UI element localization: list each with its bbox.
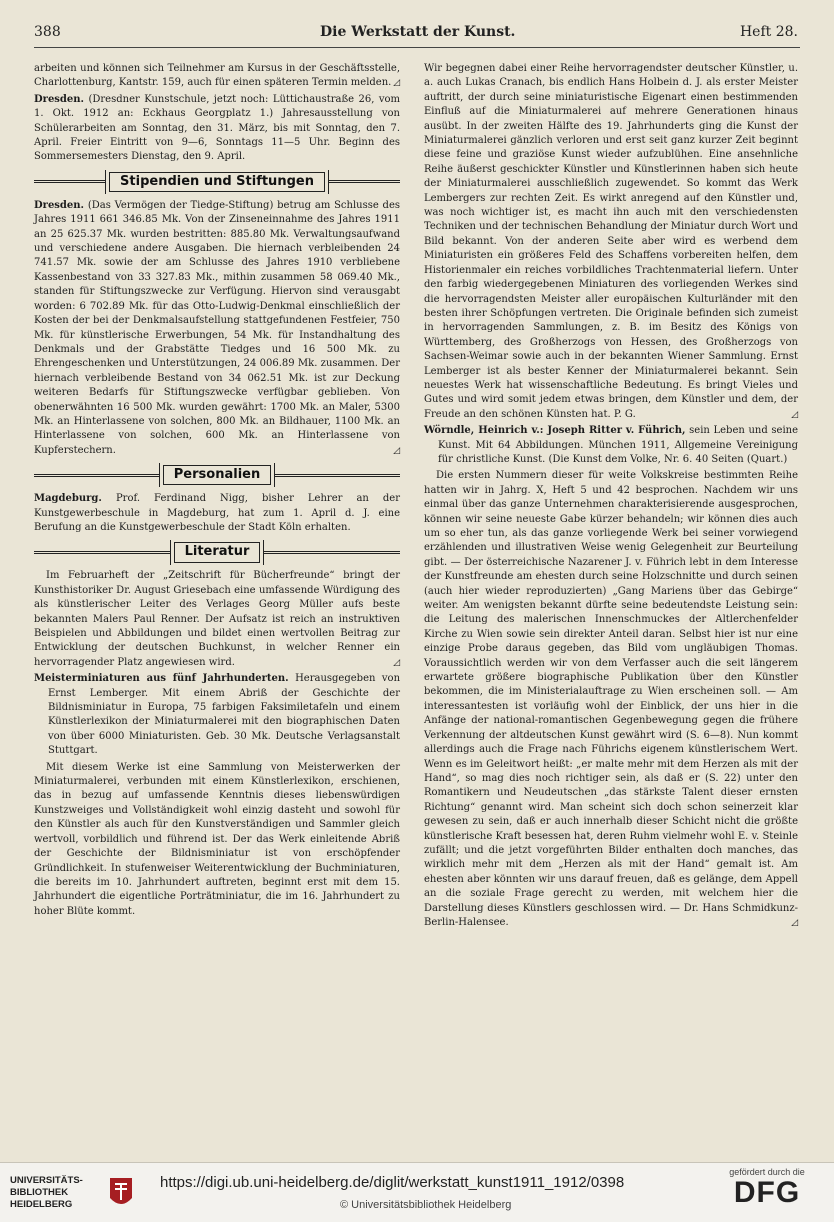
library-name-line: HEIDELBERG	[10, 1199, 73, 1210]
end-mark: ◿	[393, 657, 400, 668]
paragraph: Dresden. (Das Vermögen der Tiedge-Stiftung) betrug am Schlusse des Jahres 1911 661 346.85 Mk. Von der Zinseneinnahme des Jahres 1911 an 25 625.37 Mk. wurden bestritten: 885.80 Mk. Verwaltungsaufwand und verschiedene andere Ausgaben. Die hiernach verbleibenden 24 741.57 Mk. sowie der am Schlusse des Jahres 1910 verbliebene Kassenbestand von 33 327.83 Mk., mithin zusammen 58 069.40 Mk., standen für Stiftungszwecke zur Verfügung. Hiervon sind verausgabt worden: 6 702.89 Mk. für das Otto-Ludwig-Denkmal einschließlich der Kosten der bei der Denkmalsaufstellung stattgefundenen Festfeier, 750 Mk. für künstlerische Erwerbungen, 54 Mk. für Instandhaltung des Denkmals und der Grabstätte Tiedges und 16 500 Mk. zu Ehrengeschenken und Unterstützungen, 24 006.89 Mk. zusammen. Der hiernach verbleibende Bestand von 34 062.51 Mk. ist zur Deckung weiteren Bedarfs für Stiftungszwecke verfügbar geblieben. Von obenerwähnten 16 500 Mk. wurden gewährt: 1700 Mk. an Maler, 5300 Mk. an Hinterlassene von solchen, 800 Mk. an Bildhauer, 1100 Mk. an Hinterlassene von solchen, 600 Mk. an Hinterlassene von Kupferstechern. ◿	[34, 199, 400, 458]
library-logo[interactable]	[10, 1173, 150, 1213]
funded-by-label: gefördert durch die	[729, 1167, 805, 1177]
book-entry: Meisterminiaturen aus fünf Jahrhunderten. Herausgegeben von Ernst Lemberger. Mit einem Abriß der Geschichte der Bildnisminiatur in Europa, 75 farbigen Faksimiletafeln und einem Künstlerlexikon der Miniaturmalerei mit den biographischen Daten von über 6000 Miniaturisten. Geb. 30 Mk. Deutsche Verlagsanstalt Stuttgart.	[34, 673, 401, 757]
section-heading: Stipendien und Stiftungen	[34, 171, 400, 193]
library-emblem-icon	[108, 1176, 134, 1210]
section-heading: Personalien	[34, 464, 400, 486]
viewer-footer	[0, 1162, 834, 1222]
page-number: 388	[34, 24, 61, 40]
dfg-wordmark: DFG	[733, 1176, 801, 1209]
paragraph: Magdeburg. Prof. Ferdinand Nigg, bisher Lehrer an der Kunstgewerbeschule in Magdeburg, hat zum 1. April d. J. eine Berufung an die Kunstgewerbeschule der Stadt Köln erhalten.	[34, 493, 400, 533]
left-column	[34, 62, 400, 921]
signature: P. G.	[613, 408, 636, 420]
end-mark: ◿	[791, 917, 798, 928]
dfg-logo[interactable]	[712, 1167, 822, 1219]
paragraph: arbeiten und können sich Teilnehmer am Kursus in der Geschäftsstelle, Charlottenburg, Kantstr. 159, auch für einen späteren Termin melden. ◿	[34, 62, 400, 91]
library-name-line: BIBLIOTHEK	[10, 1187, 69, 1198]
paragraph: Die ersten Nummern dieser für weite Volkskreise bestimmten Reihe hatten wir in Jahrg. X, Heft 5 und 42 besprochen. Nachdem wir uns einmal über das ganze Unternehmen charakterisierende ausgesprochen, können wir seine neueste Gabe kürzer behandeln; wir können dies auch um so eher tun, als das ganze vorliegende Werk bei seiner vorwiegend erzählenden und illustrativen Weise wenig Gelegenheit zur Beurteilung gibt. — Der österreichische Nazarener J. v. Führich lebt in dem Interesse der Kunstfreunde am ehesten durch seine Holzschnitte und durch seinen (auch hier wieder reproduzierten) „Gang Mariens über das Gebirge“ weiter. Am wenigsten bekannt dürfte seine bedeutendste Leistung sein: die Leitung des malerischen Innenschmuckes der Altlerchenfelder Kirche zu Wien sowie sein direkter Anteil daran. Selbst hier ist nur eine einzige Probe daraus gegeben, das Bild vom ungläubigen Thomas. Voraussichtlich werden wir von dem Verfasser auch die seit längerem erwartete größere biographische Publikation über den Künstler bekommen, die im Ministerialauftrage zu Wien erscheinen soll. — Am interessantesten ist vorläufig wohl der Einblick, der uns hier in die Anfänge der national-romantischen Gegenbewegung gegen die frühere Verkennung der altdeutschen Kunst gewährt wird (S. 6—8). Nun kommt allerdings auch die Frage nach Führichs eigenem künstlerischem Wert. Wenn es im Geleitwort heißt: „er malte mehr mit dem Herzen als mit der Hand“, so mag dies noch richtiger sein, als daß er (S. 22) unter den Romantikern und Neudeutschen „das stärkste Talent dieser ernsten Richtung“ genannt wird. Man scheint sich doch schon seinerzeit klar gewesen zu sein, daß er auch innerhalb dieser Schicht nicht die größte künstlerische Kraft besessen hat, deren Ruhm vielmehr wohl E. v. Steinle zufällt; und die jetzt vorgeführten Bilder enthalten doch manches, das wirklich mehr mit dem „Herzen als mit der Hand“ gemalt ist. Am ehesten aber könnten wir uns darauf freuen, daß es gelänge, dem Appell an die soziale Frage gerecht zu werden, mit welchem hier die Darstellung dieses Künstlers geschlossen wird. — Dr. Hans Schmidkunz-Berlin-Halensee. ◿	[424, 469, 798, 930]
section-heading: Literatur	[34, 541, 400, 563]
copyright-notice: © Universitätsbibliothek Heidelberg	[340, 1199, 512, 1211]
page-url-link[interactable]: https://digi.ub.uni-heidelberg.de/diglit/werkstatt_kunst1911_1912/0398	[160, 1174, 625, 1191]
issue-number: Heft 28.	[739, 24, 798, 40]
book-entry: Wörndle, Heinrich v.: Joseph Ritter v. Führich, sein Leben und seine Kunst. Mit 64 Abbildungen. München 1911, Allgemeine Vereinigung für christliche Kunst. (Die Kunst dem Volke, Nr. 6. 40 Seiten (Quart.)	[424, 425, 798, 465]
running-title: Die Werkstatt der Kunst.	[320, 24, 516, 40]
end-mark: ◿	[791, 409, 798, 420]
right-column	[424, 62, 798, 932]
paragraph: Mit diesem Werke ist eine Sammlung von Meisterwerken der Miniaturmalerei, verbunden mit einem Künstlerlexikon, erschienen, das in bezug auf umfassende Kenntnis dieses liebenswürdigen Kunstzweiges und Vollständigkeit wohl einzig dasteht und sowohl für den Künstler als auch für den Kunstverständigen und Sammler gleich wertvoll, vorbildlich und führend ist. Der das Werk einleitende Abriß der Geschichte der Bildnisminiatur ist von erschöpfender Gründlichkeit. In stufenweiser Weiterentwicklung der Buchminiaturen, die bereits im 10. Jahrhundert auftreten, beginnt erst mit dem 15. Jahrhundert die eigentliche Porträtminiatur, die im 16. Jahrhundert zu hoher Blüte kommt.	[34, 761, 400, 917]
header-rule	[34, 47, 800, 48]
paragraph: Dresden. (Dresdner Kunstschule, jetzt noch: Lüttichaustraße 26, vom 1. Okt. 1912 an: Eckhaus Georgplatz 1.) Jahresausstellung von Schülerarbeiten am Sonntag, den 31. März, bis mit Sonntag, den 7. April. Freier Eintritt von 9—6, Sonntags 11—5 Uhr. Beginn des Sommersemesters Dienstag, den 9. April.	[34, 93, 400, 163]
library-name-line: UNIVERSITÄTS-	[10, 1175, 83, 1186]
end-mark: ◿	[393, 445, 400, 456]
paragraph: Wir begegnen dabei einer Reihe hervorragendster deutscher Künstler, u. a. auch Lukas Cranach, bis endlich Hans Holbein d. J. als erster Meister auftritt, der durch seine miniaturistische Eigenart einen bestimmenden Einfluß auf die Miniaturmalerei auf mehrere Generationen hinaus ausübt. In der zweiten Hälfte des 19. Jahrhunderts ging die Kunst der Miniaturmalerei gänzlich verloren und erst seit ganz kurzer Zeit beginnt diese feine und graziöse Kunst wieder aufzublühen. Eine ansehnliche Reihe äußerst geschickter Künstler und Künstlerinnen haben sich heute der Miniaturmalerei ausschließlich zugewendet. So kommt das Werk Lembergers zur rechten Zeit. Es wirkt anregend auf den Künstler und, was noch wichtiger ist, es macht ihn auch mit den verschiedensten Techniken und der technischen Behandlung der Miniatur durch Wort und Bild bekannt. Von der anderen Seite aber wird es werbend dem Miniaturisten ein größeres Feld des Schaffens vorbereiten helfen, dem Historienmaler ein reiches vorbildliches Trachtenmaterial liefern. Unter den farbig wiedergegebenen Miniaturen des vorliegenden Werkes sind die hervorragendsten Meister aller europäischen Kulturländer mit den besten ihrer Schöpfungen vertreten. Die Originale befinden sich zumeist in hervorragenden Sammlungen, z. B. im Besitz des Königs von Württemberg, des Großherzogs von Hessen, des Großherzogs von Sachsen-Weimar sowie auch in der bekannten Wiener Sammlung. Ernst Lemberger ist als bester Kenner der Miniaturmalerei bekannt. Sein neuestes Werk hat wissenschaftliche Bedeutung. Es bringt Vieles und Gutes und wird somit jedem etwas bringen, dem Künstler und dem, der Freude an den schönen Künsten hat. P. G. ◿	[424, 62, 798, 422]
end-mark: ◿	[393, 78, 400, 89]
paragraph: Im Februarheft der „Zeitschrift für Bücherfreunde“ bringt der Kunsthistoriker Dr. August Griesebach eine umfassende Würdigung des als künstlerischer Leiter des Verlages Georg Müller aufs beste bekannten Malers Paul Renner. Der Aufsatz ist reich an instruktiven Beispielen und Abbildungen und bildet einen wertvollen Beitrag zur Entwicklung der deutschen Buchkunst, in welcher Renner ein hervorragender Platz angewiesen wird. ◿	[34, 569, 400, 670]
